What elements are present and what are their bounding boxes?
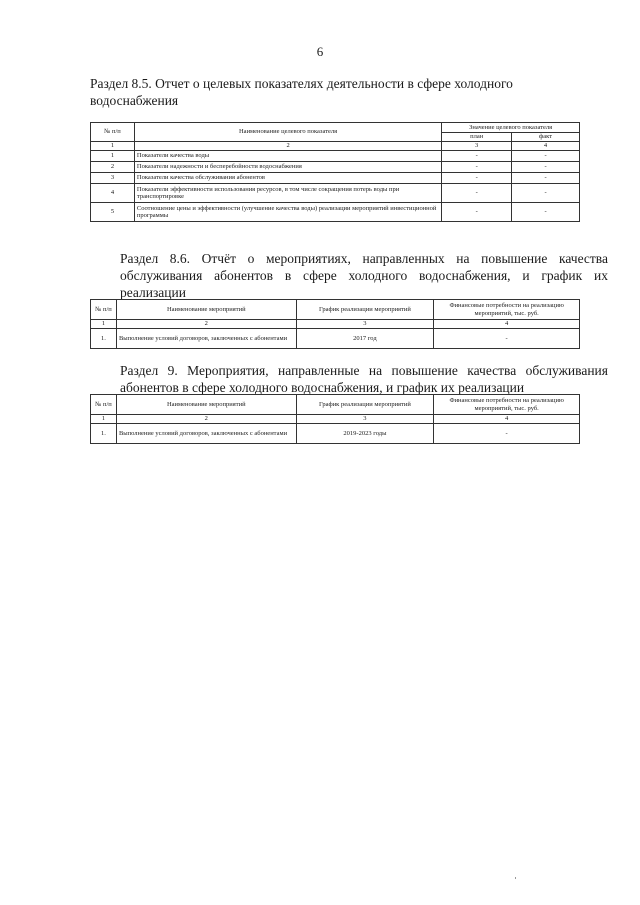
section-8-5-title: Раздел 8.5. Отчет о целевых показателях деятельности в сфере холодного водоснабжения [90, 76, 513, 108]
index-cell: 2 [116, 320, 296, 329]
row-fact: - [512, 151, 580, 162]
row-num: 5 [91, 203, 135, 222]
row-plan: - [442, 203, 512, 222]
header-schedule: График реализации мероприятий [296, 395, 434, 415]
section-9-title: Раздел 9. Мероприятия, направленные на повышение качества обслуживания абонентов в сфере холодного водоснабжения, и график их реализации [120, 363, 608, 395]
index-cell: 4 [434, 415, 580, 424]
row-num: 4 [91, 184, 135, 203]
row-name: Соотношение цены и эффективности (улучшение качества воды) реализации мероприятий инвестиционной программы [134, 203, 441, 222]
row-plan: - [442, 151, 512, 162]
index-cell: 1 [91, 142, 135, 151]
row-plan: - [442, 162, 512, 173]
row-finance: - [434, 329, 580, 349]
measures-table-9 [90, 394, 580, 444]
table-row [91, 162, 580, 173]
index-cell: 3 [442, 142, 512, 151]
table-row [91, 151, 580, 162]
row-fact: - [512, 173, 580, 184]
header-finance: Финансовые потребности на реализацию мероприятий, тыс. руб. [434, 395, 580, 415]
index-row [91, 320, 580, 329]
row-name: Выполнение условий договоров, заключенных с абонентами [116, 329, 296, 349]
row-num: 1 [91, 151, 135, 162]
row-plan: - [442, 173, 512, 184]
scan-speck [515, 877, 516, 879]
index-cell: 1 [91, 320, 117, 329]
table-row [91, 184, 580, 203]
row-num: 3 [91, 173, 135, 184]
row-name: Выполнение условий договоров, заключенных с абонентами [116, 424, 296, 444]
header-num: № п/п [91, 300, 117, 320]
header-finance: Финансовые потребности на реализацию мероприятий, тыс. руб. [434, 300, 580, 320]
row-name: Показатели качества воды [134, 151, 441, 162]
header-name: Наименование мероприятий [116, 300, 296, 320]
header-fact: факт [512, 133, 580, 142]
header-schedule: График реализации мероприятий [296, 300, 434, 320]
header-num: № п/п [91, 395, 117, 415]
header-name: Наименование целевого показателя [134, 123, 441, 142]
page-number: 6 [316, 44, 324, 59]
row-num: 2 [91, 162, 135, 173]
row-fact: - [512, 162, 580, 173]
index-cell: 1 [91, 415, 117, 424]
row-name: Показатели эффективности использования ресурсов, в том числе сокращения потерь воды при транспортировке [134, 184, 441, 203]
targets-table [90, 122, 580, 222]
table-row [91, 173, 580, 184]
row-num: 1. [91, 329, 117, 349]
header-num: № п/п [91, 123, 135, 142]
table-row [91, 329, 580, 349]
row-name: Показатели надежности и бесперебойности водоснабжения [134, 162, 441, 173]
section-8-6-title: Раздел 8.6. Отчёт о мероприятиях, направленных на повышение качества обслуживания абонентов в сфере холодного водоснабжения, и график их реализации [120, 251, 608, 300]
header-plan: план [442, 133, 512, 142]
index-cell: 3 [296, 415, 434, 424]
measures-table-8-6 [90, 299, 580, 349]
row-fact: - [512, 203, 580, 222]
index-cell: 3 [296, 320, 434, 329]
index-row [91, 415, 580, 424]
table-row [91, 203, 580, 222]
index-cell: 4 [512, 142, 580, 151]
row-schedule: 2019-2023 годы [296, 424, 434, 444]
row-fact: - [512, 184, 580, 203]
row-num: 1. [91, 424, 117, 444]
index-cell: 4 [434, 320, 580, 329]
index-cell: 2 [134, 142, 441, 151]
header-value-group: Значение целевого показателя [442, 123, 580, 133]
index-row [91, 142, 580, 151]
row-name: Показатели качества обслуживания абонентов [134, 173, 441, 184]
header-name: Наименование мероприятий [116, 395, 296, 415]
table-row [91, 424, 580, 444]
row-finance: - [434, 424, 580, 444]
row-schedule: 2017 год [296, 329, 434, 349]
row-plan: - [442, 184, 512, 203]
index-cell: 2 [116, 415, 296, 424]
